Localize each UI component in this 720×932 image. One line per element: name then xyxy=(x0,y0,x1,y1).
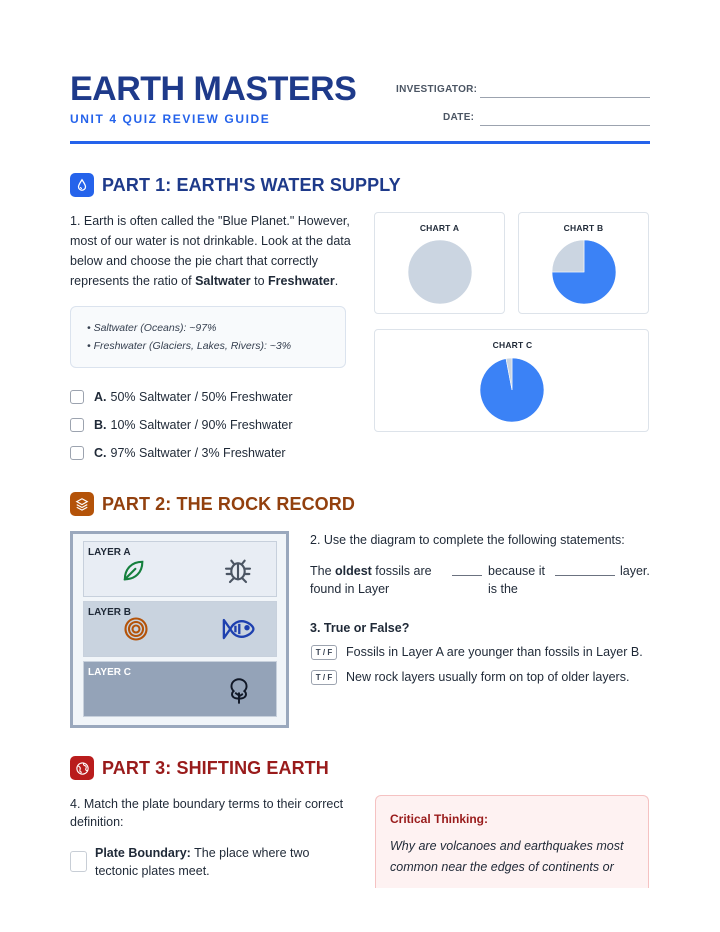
chart-b-pie xyxy=(519,213,650,315)
leaf-icon xyxy=(119,556,147,589)
chart-c-card xyxy=(374,329,649,432)
layer-c xyxy=(83,661,277,717)
pie-slice-freshwater xyxy=(552,240,584,272)
tf-statement-1: Fossils in Layer A are younger than fossils in Layer B. xyxy=(346,645,643,659)
data-line-saltwater: • Saltwater (Oceans): ~97% xyxy=(87,322,217,334)
question-3: 3. True or False? xyxy=(310,621,410,635)
page-header xyxy=(70,70,650,140)
critical-thinking-text: Why are volcanoes and earthquakes most common near the edges of continents or xyxy=(390,839,624,874)
chart-b-title: CHART B xyxy=(563,223,604,233)
ammonite-icon xyxy=(122,615,150,648)
part1-title: PART 1: EARTH'S WATER SUPPLY xyxy=(102,174,401,195)
layer-b xyxy=(83,601,277,657)
part2-heading xyxy=(70,492,355,516)
fill-statement-part3: layer. xyxy=(620,564,650,578)
investigator-label: INVESTIGATOR: xyxy=(396,84,478,95)
rock-layers-diagram xyxy=(70,531,289,728)
option-c[interactable]: C. 97% Saltwater / 3% Freshwater xyxy=(70,446,286,460)
chart-c-title: CHART C xyxy=(492,340,533,350)
tree-icon xyxy=(226,676,252,709)
chart-b-card xyxy=(518,212,649,314)
match-answer-box[interactable] xyxy=(70,851,87,872)
tf-statement-2: New rock layers usually form on top of older layers. xyxy=(346,670,630,684)
critical-thinking-title: Critical Thinking: xyxy=(390,812,489,826)
question-2: 2. Use the diagram to complete the following statements: xyxy=(310,533,625,547)
water-data-box xyxy=(70,306,346,368)
layers-icon xyxy=(70,492,94,516)
part1-heading xyxy=(70,173,401,197)
part3-title: PART 3: SHIFTING EARTH xyxy=(102,757,329,778)
investigator-field[interactable] xyxy=(480,97,650,98)
chart-a-card xyxy=(374,212,505,314)
chart-a-title: CHART A xyxy=(419,223,460,233)
chart-a-pie xyxy=(375,213,506,315)
option-c-checkbox[interactable] xyxy=(70,446,84,460)
globe-icon xyxy=(70,756,94,780)
chart-c-pie xyxy=(375,330,650,433)
header-divider xyxy=(70,141,650,144)
part2-title: PART 2: THE ROCK RECORD xyxy=(102,493,355,514)
date-field[interactable] xyxy=(480,125,650,126)
option-a-checkbox[interactable] xyxy=(70,390,84,404)
part3-heading xyxy=(70,756,329,780)
layer-c-label: LAYER C xyxy=(88,667,131,678)
data-line-freshwater: • Freshwater (Glaciers, Lakes, Rivers): ~3% xyxy=(87,340,292,352)
option-b[interactable]: B. 10% Saltwater / 90% Freshwater xyxy=(70,418,293,432)
question-4: 4. Match the plate boundary terms to their correct definition: xyxy=(70,797,344,829)
blank-position[interactable] xyxy=(555,575,615,576)
page-bottom xyxy=(0,888,720,932)
fill-statement-part2: because it is the xyxy=(488,564,545,596)
fill-statement-part1: The oldest fossils are found in Layer xyxy=(310,564,432,596)
bug-icon xyxy=(222,554,254,591)
tf-badge-1[interactable]: T / F xyxy=(311,645,337,660)
date-label: DATE: xyxy=(443,112,475,123)
match-term-plate-boundary: Plate Boundary: The place where two tectonic plates meet. xyxy=(95,846,310,878)
question-1: 1. Earth is often called the "Blue Planet." However, most of our water is not drinkable. Look at the data below and choose the pie chart that correctly represents the ratio of Saltwater to Freshwater. xyxy=(70,214,351,288)
tf-badge-2[interactable]: T / F xyxy=(311,670,337,685)
page-title: EARTH MASTERS xyxy=(70,70,357,108)
option-b-checkbox[interactable] xyxy=(70,418,84,432)
blank-layer[interactable] xyxy=(452,575,482,576)
layer-a-label: LAYER A xyxy=(88,547,131,558)
pie-slice-freshwater xyxy=(408,240,472,304)
fish-icon xyxy=(220,613,256,650)
page-subtitle: UNIT 4 QUIZ REVIEW GUIDE xyxy=(70,112,271,126)
water-drop-icon xyxy=(70,173,94,197)
option-a[interactable]: A. 50% Saltwater / 50% Freshwater xyxy=(70,390,293,404)
layer-b-label: LAYER B xyxy=(88,607,131,618)
layer-a xyxy=(83,541,277,597)
